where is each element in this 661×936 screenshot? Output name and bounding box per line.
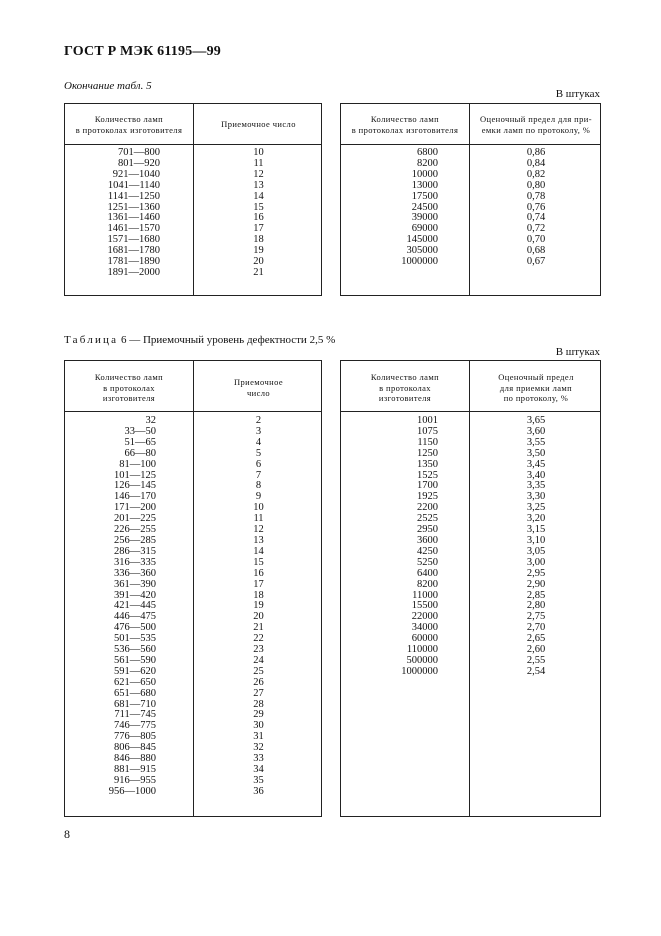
table-cell: 60000 xyxy=(411,633,438,645)
table-cell: 286—315 xyxy=(114,545,156,557)
table-cell: 15 xyxy=(253,201,264,213)
table-cell: 421—445 xyxy=(114,600,156,612)
table-cell: 391—420 xyxy=(114,589,156,601)
table-cell: 0,82 xyxy=(526,168,546,180)
table-cell: 3,55 xyxy=(526,436,546,448)
table-cell: 201—225 xyxy=(114,513,156,525)
table-cell: 11 xyxy=(253,513,264,525)
table-cell: 24500 xyxy=(411,201,438,213)
table-cell: 651—680 xyxy=(114,687,156,699)
table-cell: 1571—1680 xyxy=(107,234,160,246)
table6-left-col2-header: Приемочное число xyxy=(233,377,284,398)
table-cell: 2525 xyxy=(417,513,438,525)
table-cell: 3,60 xyxy=(526,425,546,437)
table-cell: 361—390 xyxy=(114,578,156,590)
table-cell: 0,74 xyxy=(526,212,546,224)
table-cell: 10000 xyxy=(411,168,438,180)
table-cell: 14 xyxy=(253,190,264,202)
table-cell: 8200 xyxy=(417,157,438,169)
table6-right-col2-header: Оценочный предел для приемки ламп по протоколу, % xyxy=(498,372,574,403)
table-cell: 916—955 xyxy=(114,774,156,786)
table-cell: 20 xyxy=(253,256,264,268)
table-cell: 16 xyxy=(253,567,264,579)
table-cell: 881—915 xyxy=(114,764,156,775)
table-cell: 0,86 xyxy=(526,147,546,158)
table-cell: 11 xyxy=(253,157,264,169)
table-cell: 4 xyxy=(255,436,262,448)
table-cell: 32 xyxy=(145,415,156,426)
table-cell: 1150 xyxy=(417,436,438,448)
table-cell: 22 xyxy=(253,633,264,645)
table-cell: 11000 xyxy=(412,589,438,601)
table-cell: 2950 xyxy=(417,524,438,536)
table-cell: 305000 xyxy=(406,245,438,257)
table-cell: 0,78 xyxy=(526,190,546,202)
table-cell: 34 xyxy=(253,764,264,775)
table-cell: 19 xyxy=(253,600,264,612)
table-cell: 256—285 xyxy=(114,534,156,546)
table-cell: 28 xyxy=(253,698,264,710)
table-cell: 10 xyxy=(253,147,264,158)
table-cell: 711—745 xyxy=(114,709,156,721)
table-cell: 1781—1890 xyxy=(107,256,160,268)
table5-left xyxy=(64,103,322,296)
table-cell: 3,30 xyxy=(526,491,546,503)
table-cell: 1000000 xyxy=(401,665,438,677)
table-cell: 9 xyxy=(255,491,262,503)
table-cell: 2,95 xyxy=(526,567,546,579)
table-cell: 536—560 xyxy=(114,644,156,656)
table-cell: 1001 xyxy=(417,415,438,426)
table5-left-col2 xyxy=(194,148,323,279)
table-cell: 3,25 xyxy=(526,502,546,514)
table5-right-col1-header: Количество ламп в протоколах изготовителя xyxy=(351,114,459,135)
table-cell: 66—80 xyxy=(124,447,156,459)
table-cell: 446—475 xyxy=(114,611,156,623)
table-cell: 27 xyxy=(253,687,264,699)
table6-units: В штуках xyxy=(555,346,600,358)
table-cell: 145000 xyxy=(406,234,438,246)
table-cell: 24 xyxy=(253,654,264,666)
table-cell: 0,70 xyxy=(526,234,546,246)
table-cell: 13 xyxy=(253,179,264,191)
table6-right-col2 xyxy=(470,416,602,678)
table-cell: 2,85 xyxy=(526,589,546,601)
table-cell: 6800 xyxy=(417,147,438,158)
table-cell: 13 xyxy=(253,534,264,546)
table-cell: 1681—1780 xyxy=(107,245,160,257)
table-cell: 6400 xyxy=(417,567,438,579)
table-cell: 15500 xyxy=(411,600,438,612)
table-cell: 110000 xyxy=(406,644,438,656)
table-cell: 2,70 xyxy=(526,622,546,634)
table-cell: 14 xyxy=(253,545,264,557)
table5-caption: Окончание табл. 5 xyxy=(64,80,152,92)
table-cell: 1350 xyxy=(417,458,438,470)
table-cell: 36 xyxy=(253,785,264,797)
table-cell: 25 xyxy=(253,665,264,677)
table-cell: 5250 xyxy=(417,556,438,568)
table-cell: 3,20 xyxy=(526,513,546,525)
table-cell: 316—335 xyxy=(114,556,156,568)
table-cell: 3,15 xyxy=(526,524,546,536)
table-cell: 30 xyxy=(253,720,264,732)
table-cell: 29 xyxy=(253,709,264,721)
table5-left-col2-header: Приемочное число xyxy=(221,119,296,129)
table-cell: 69000 xyxy=(411,223,438,235)
table-cell: 921—1040 xyxy=(112,168,160,180)
table-cell: 13000 xyxy=(411,179,438,191)
table6-left-col2 xyxy=(194,416,323,798)
table-cell: 1461—1570 xyxy=(107,223,160,235)
table6-right-col1 xyxy=(341,416,438,678)
table-cell: 17 xyxy=(253,578,264,590)
table-cell: 81—100 xyxy=(119,458,156,470)
table-cell: 0,67 xyxy=(526,256,546,268)
table-cell: 846—880 xyxy=(114,753,156,765)
table-cell: 32 xyxy=(253,742,264,754)
table-cell: 1041—1140 xyxy=(107,179,160,191)
table-cell: 23 xyxy=(253,644,264,656)
table-cell: 4250 xyxy=(417,545,438,557)
table-cell: 0,68 xyxy=(526,245,546,257)
page-number: 8 xyxy=(64,827,70,841)
table5-right-col2-header: Оценочный предел для при- емки ламп по протоколу, % xyxy=(480,114,592,135)
table-cell: 3,65 xyxy=(526,415,546,426)
table-cell: 0,80 xyxy=(526,179,546,191)
table-cell: 1000000 xyxy=(401,256,438,268)
table-cell: 2,60 xyxy=(526,644,546,656)
table-cell: 20 xyxy=(253,611,264,623)
table-cell: 1361—1460 xyxy=(107,212,160,224)
table-cell: 681—710 xyxy=(114,698,156,710)
table5-left-col1-header: Количество ламп в протоколах изготовителя xyxy=(75,114,183,135)
table-cell: 956—1000 xyxy=(108,785,156,797)
table-cell: 0,72 xyxy=(526,223,546,235)
table-cell: 1925 xyxy=(417,491,438,503)
table-cell: 0,76 xyxy=(526,201,546,213)
table-cell: 3,45 xyxy=(526,458,546,470)
table-cell: 2200 xyxy=(417,502,438,514)
table-cell: 7 xyxy=(255,469,262,481)
table-cell: 15 xyxy=(253,556,264,568)
table-cell: 501—535 xyxy=(114,633,156,645)
table-cell: 16 xyxy=(253,212,264,224)
table6-right xyxy=(340,360,601,817)
table-cell: 26 xyxy=(253,676,264,688)
table-cell: 21 xyxy=(253,622,264,634)
table6-left xyxy=(64,360,322,817)
document-title: ГОСТ Р МЭК 61195—99 xyxy=(64,44,222,59)
table-cell: 51—65 xyxy=(124,436,156,448)
table5-right xyxy=(340,103,601,296)
table-cell: 18 xyxy=(253,589,264,601)
table-cell: 1525 xyxy=(417,469,438,481)
table-cell: 621—650 xyxy=(114,676,156,688)
table-cell: 776—805 xyxy=(114,731,156,743)
table-cell: 476—500 xyxy=(114,622,156,634)
table-cell: 12 xyxy=(253,168,264,180)
table-cell: 2,54 xyxy=(526,665,546,677)
table5-right-col1 xyxy=(341,148,438,268)
table-cell: 31 xyxy=(253,731,264,743)
table5-left-col1 xyxy=(65,148,160,279)
table-cell: 5 xyxy=(255,447,262,459)
table-cell: 3,35 xyxy=(526,480,546,492)
table-cell: 33 xyxy=(253,753,264,765)
table-cell: 2,65 xyxy=(526,633,546,645)
table-cell: 701—800 xyxy=(118,147,160,158)
table-cell: 3,10 xyxy=(526,534,546,546)
table-cell: 3,40 xyxy=(526,469,546,481)
table6-left-col1 xyxy=(65,416,156,798)
table-cell: 0,84 xyxy=(526,157,546,169)
table-cell: 19 xyxy=(253,245,264,257)
table-cell: 17500 xyxy=(411,190,438,202)
table-cell: 1141—1250 xyxy=(107,190,160,202)
table-cell: 35 xyxy=(253,774,264,786)
table-cell: 17 xyxy=(253,223,264,235)
table6-right-col1-header: Количество ламп в протоколах изготовителя xyxy=(370,372,440,403)
table-cell: 801—920 xyxy=(118,157,160,169)
table-cell: 34000 xyxy=(411,622,438,634)
table-cell: 10 xyxy=(253,502,264,514)
table-cell: 126—145 xyxy=(114,480,156,492)
table-cell: 8200 xyxy=(417,578,438,590)
table-cell: 1251—1360 xyxy=(107,201,160,213)
table-cell: 2,75 xyxy=(526,611,546,623)
table-cell: 8 xyxy=(255,480,262,492)
table-cell: 2,80 xyxy=(526,600,546,612)
table-cell: 6 xyxy=(255,458,262,470)
table-cell: 22000 xyxy=(411,611,438,623)
table-cell: 39000 xyxy=(411,212,438,224)
table-cell: 2 xyxy=(255,415,262,426)
table-cell: 336—360 xyxy=(114,567,156,579)
table-cell: 18 xyxy=(253,234,264,246)
table-cell: 3600 xyxy=(417,534,438,546)
table-cell: 2,55 xyxy=(526,654,546,666)
table6-left-col1-header: Количество ламп в протоколах изготовителя xyxy=(94,372,164,403)
table-cell: 3,50 xyxy=(526,447,546,459)
table-cell: 806—845 xyxy=(114,742,156,754)
table-cell: 3,05 xyxy=(526,545,546,557)
table-cell: 561—590 xyxy=(114,654,156,666)
table-cell: 591—620 xyxy=(114,665,156,677)
table-cell: 171—200 xyxy=(114,502,156,514)
table-cell: 2,90 xyxy=(526,578,546,590)
table-cell: 1250 xyxy=(417,447,438,459)
table5-right-col2 xyxy=(470,148,602,268)
table-cell: 101—125 xyxy=(114,469,156,481)
table-cell: 3 xyxy=(255,425,262,437)
table-cell: 12 xyxy=(253,524,264,536)
table-cell: 746—775 xyxy=(114,720,156,732)
table6-caption: Таблица 6 — Приемочный уровень дефектности 2,5 % xyxy=(64,334,336,346)
table-cell: 3,00 xyxy=(526,556,546,568)
table-cell: 33—50 xyxy=(124,425,156,437)
table-cell: 1700 xyxy=(417,480,438,492)
table-cell: 1891—2000 xyxy=(107,266,160,278)
table-cell: 226—255 xyxy=(114,524,156,536)
table-cell: 1075 xyxy=(417,425,438,437)
table-cell: 146—170 xyxy=(114,491,156,503)
table-cell: 500000 xyxy=(406,654,438,666)
table-cell: 21 xyxy=(253,266,264,278)
table5-units: В штуках xyxy=(555,88,600,100)
